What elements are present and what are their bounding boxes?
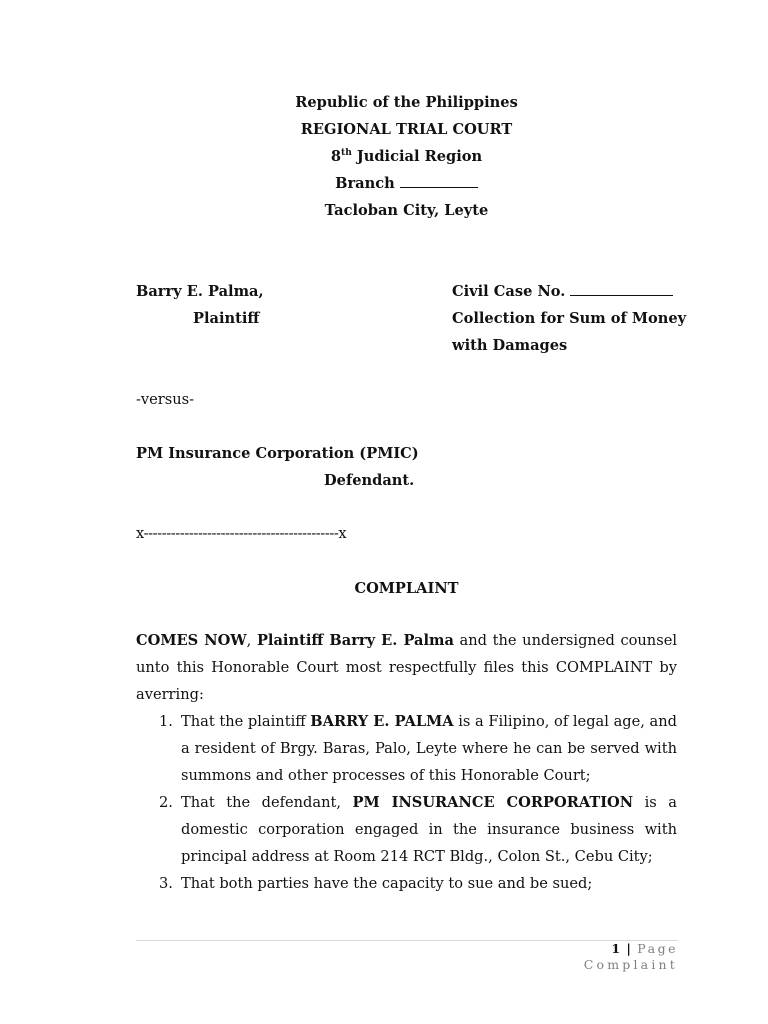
case-nature-line1: Collection for Sum of Money [452, 310, 687, 327]
item-number: 3. [159, 875, 173, 892]
item-text-post: is a Filipino, of legal age, and a resident of Brgy. Baras, Palo, Leyte where he can be served with summons and other processes of this Honorable Court; [181, 713, 677, 784]
allegations-list [136, 708, 677, 897]
plaintiff-name: Barry E. Palma, [136, 283, 264, 300]
caption-separator: x-------------------------------------------x [136, 525, 347, 542]
header-republic: Republic of the Philippines [295, 94, 518, 111]
item-text-pre: That the plaintiff [181, 713, 311, 730]
case-number-blank [570, 294, 673, 296]
item-text-pre: That both parties have the capacity to sue and be sued; [181, 875, 593, 892]
header-city: Tacloban City, Leyte [324, 202, 489, 219]
document-title: COMPLAINT [354, 580, 459, 597]
item-number: 2. [159, 794, 173, 811]
item-text-pre: That the defendant, [181, 794, 353, 811]
case-number-label: Civil Case No. [452, 283, 571, 300]
region-ordinal: th [341, 148, 352, 159]
defendant-role: Defendant. [324, 472, 415, 489]
case-number [452, 283, 673, 300]
list-item [136, 789, 677, 870]
intro-line-3: averring: [136, 686, 204, 703]
branch-label: Branch [335, 175, 400, 192]
page-word: Page [637, 941, 678, 956]
list-item [136, 708, 677, 789]
footer-divider [136, 940, 678, 941]
branch-blank [400, 186, 478, 188]
header-branch [0, 175, 768, 192]
footer-document-title: Complaint [583, 957, 678, 972]
footer-page-number [611, 941, 678, 956]
item-text-bold: PM INSURANCE CORPORATION [352, 794, 634, 811]
region-number: 8 [330, 148, 342, 165]
item-number: 1. [159, 713, 173, 730]
page-separator: | [621, 941, 638, 956]
intro-lead: COMES NOW [136, 632, 247, 649]
header-region [0, 148, 768, 165]
intro-plaintiff: Plaintiff Barry E. Palma [256, 632, 454, 649]
defendant-name: PM Insurance Corporation (PMIC) [136, 445, 419, 462]
list-item [136, 870, 677, 897]
intro-line1-rest: and the undersigned counsel [453, 632, 677, 649]
item-text-post: is a domestic corporation engaged in the insurance business with principal address at Room 214 RCT Bldg., Colon St., Cebu City; [181, 794, 677, 865]
region-text: Judicial Region [351, 148, 483, 165]
intro-line-1 [136, 627, 677, 654]
plaintiff-role: Plaintiff [193, 310, 260, 327]
page-number: 1 [611, 941, 622, 956]
intro-line-2: unto this Honorable Court most respectfully files this COMPLAINT by [136, 659, 677, 676]
item-text-bold: BARRY E. PALMA [310, 713, 454, 730]
case-nature-line2: with Damages [452, 337, 568, 354]
intro-lead-comma: , [246, 632, 252, 649]
header-court: REGIONAL TRIAL COURT [300, 121, 513, 138]
intro-paragraph [136, 627, 677, 708]
versus-label: -versus- [136, 391, 195, 408]
